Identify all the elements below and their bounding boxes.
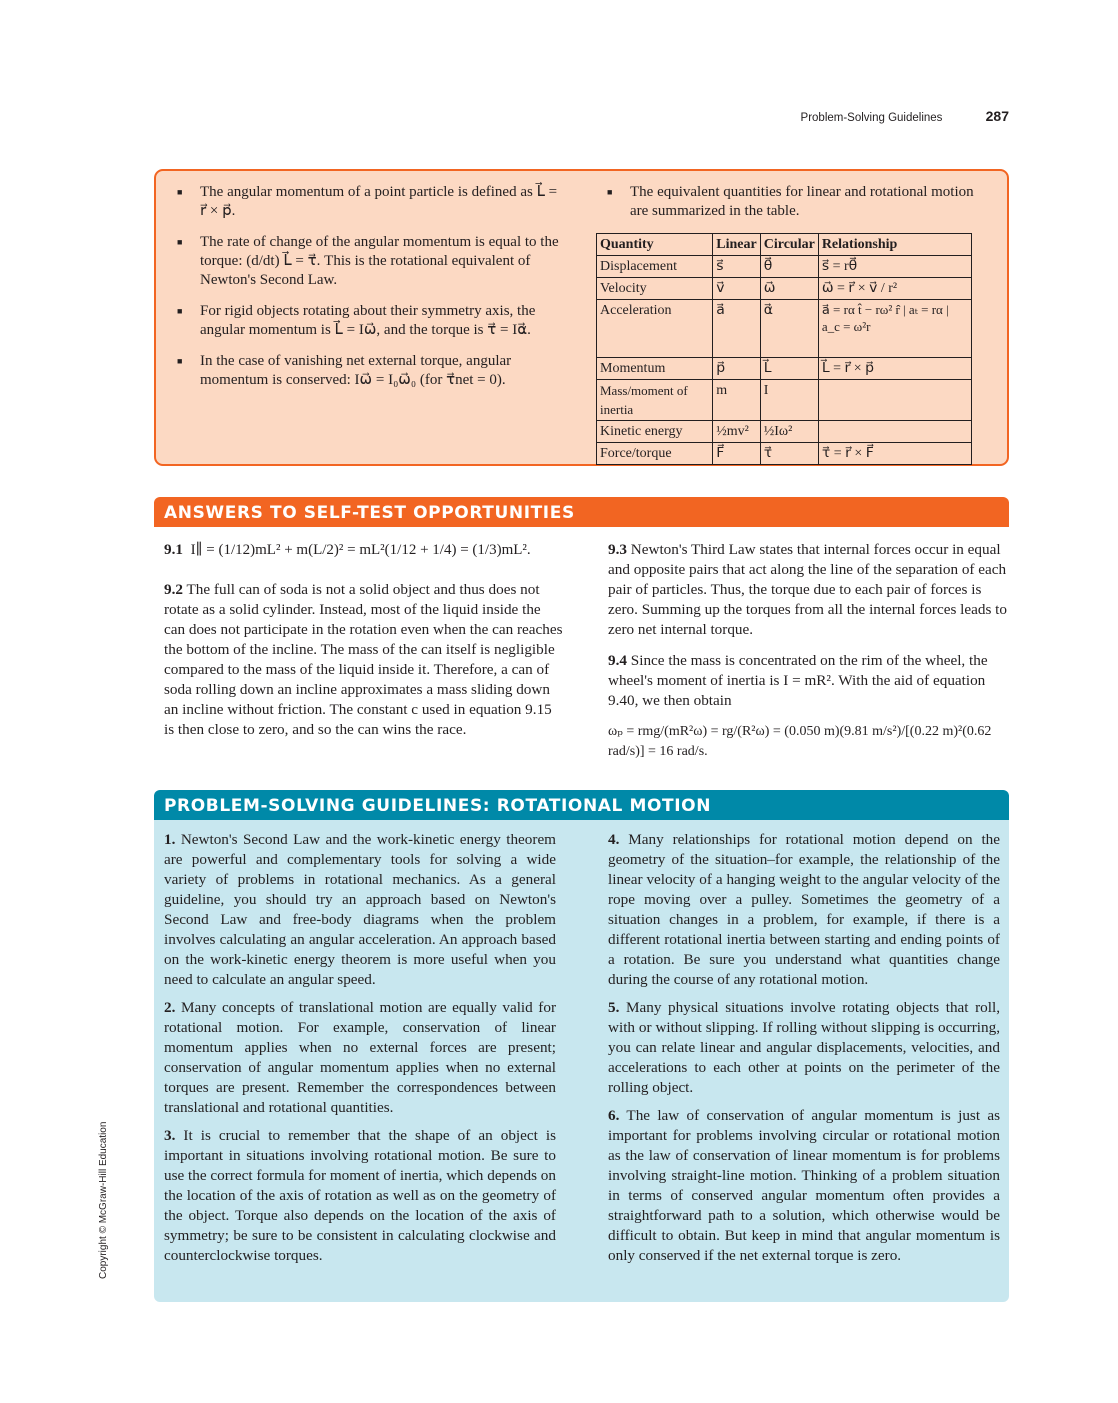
answer-number: 9.3 [608,541,627,558]
summary-right-column [600,183,991,465]
guideline-text: The law of conservation of angular momentum is just as important for problems involving circular or rotational motion as the law of conservation of linear momentum is for problems involving straight-line motion. Thinking of a problem situation in terms of conserved angular momentum often provides a straightforward path to a solution, which otherwise would be difficult to obtain. But keep in mind that angular momentum is only conserved if the net external torque is zero. [608,1107,1000,1264]
table-row [597,256,972,278]
table-cell [818,380,971,421]
table-cell: Mass/moment of inertia [597,380,713,421]
table-cell: Displacement [597,256,713,278]
table-cell: τ⃗ [760,443,818,465]
table-cell: L⃗ = r⃗ × p⃗ [818,358,971,380]
answer-9-2 [164,580,564,740]
table-cell: I [760,380,818,421]
answer-equation: I∥ = (1/12)mL² + m(L/2)² = mL²(1/12 + 1/4) = (1/3)mL². [190,542,531,558]
answers-section-title: ANSWERS TO SELF-TEST OPPORTUNITIES [154,497,1009,527]
guidelines-section-title: PROBLEM-SOLVING GUIDELINES: ROTATIONAL MOTION [154,790,1009,820]
chapter-summary-box [154,169,1009,466]
answers-left-column [164,540,564,751]
table-cell [818,421,971,443]
table-header-row [597,234,972,256]
page-number: 287 [985,108,1009,124]
table-cell: a⃗ = rα t̂ − rω² r̂ | aₜ = rα | a_c = ω²r [818,300,971,358]
answers-right-column [608,540,1008,773]
summary-bullet: ■ The equivalent quantities for linear and rotational motion are summarized in the table. [606,183,991,221]
guideline-number: 4. [608,831,620,848]
table-cell: s⃗ = rθ⃗ [818,256,971,278]
guidelines-box [154,820,1009,1302]
table-cell: L⃗ [760,358,818,380]
summary-left-column [176,183,566,402]
answer-equation: ωₚ = rmg/(mR²ω) = rg/(R²ω) = (0.050 m)(9.81 m/s²)/[(0.22 m)²(0.62 rad/s)] = 16 rad/s. [608,724,992,759]
guideline-text: Many concepts of translational motion are equally valid for rotational motion. For example, conservation of linear momentum applies when no external forces are present; conservation of angular momentum applies when no external torques are present. Remember the correspondences between translational and rotational quantities. [164,999,557,1116]
guideline-number: 1. [164,831,176,848]
table-cell: v⃗ [713,278,760,300]
summary-bullet: ■ The rate of change of the angular momentum is equal to the torque: (d/dt) L⃗ = τ⃗. This is the rotational equivalent of Newton's Second Law. [176,233,566,290]
guideline-item [608,1106,1000,1266]
table-row [597,421,972,443]
linear-rotational-table [596,233,972,465]
table-cell: ω⃗ [760,278,818,300]
table-cell: Velocity [597,278,713,300]
table-header-cell: Quantity [597,234,713,256]
running-header [801,108,1009,124]
guideline-number: 3. [164,1127,176,1144]
table-cell: m [713,380,760,421]
guideline-item [164,830,556,990]
answer-text: Newton's Third Law states that internal forces occur in equal and opposite pairs that act along the line of the separation of each pair of particles. Thus, the torque due to each pair of forces is zero. Summing up the torques from all the internal forces leads to zero net internal torque. [608,541,1007,638]
table-row [597,380,972,421]
running-title: Problem-Solving Guidelines [800,112,943,124]
table-row [597,278,972,300]
table-cell: Momentum [597,358,713,380]
table-cell: θ⃗ [760,256,818,278]
guideline-item [608,998,1000,1098]
answer-number: 9.1 [164,541,183,558]
guideline-number: 5. [608,999,620,1016]
summary-bullet: ■ In the case of vanishing net external torque, angular momentum is conserved: Iω⃗ = I₀ω⃗₀ (for τ⃗net = 0). [176,352,566,390]
table-cell: a⃗ [713,300,760,358]
guidelines-left-column [164,830,556,1274]
table-header-cell: Linear [713,234,760,256]
copyright-notice: Copyright © McGraw-Hill Education [98,1121,109,1279]
answer-9-3 [608,540,1008,640]
table-cell: F⃗ [713,443,760,465]
table-cell: Kinetic energy [597,421,713,443]
table-cell: τ⃗ = r⃗ × F⃗ [818,443,971,465]
guideline-item [608,830,1000,990]
table-cell: p⃗ [713,358,760,380]
guideline-text: Many relationships for rotational motion depend on the geometry of the situation–for example, the relationship of the linear velocity of a hanging weight to the angular velocity of the rope moving over a pulley. Sometimes the geometry of a situation changes in a problem, for example, if there is a different rotational inertia between starting and ending points of a rotation. Be sure you understand what quantities change during the course of any rotational motion. [608,831,1001,988]
table-cell: α⃗ [760,300,818,358]
answer-text: Since the mass is concentrated on the rim of the wheel, the wheel's moment of inertia is I = mR². With the aid of equation 9.40, we then obtain [608,652,988,709]
table-cell: s⃗ [713,256,760,278]
table-cell: Acceleration [597,300,713,358]
guideline-number: 6. [608,1107,620,1124]
answer-text: The full can of soda is not a solid object and thus does not rotate as a solid cylinder. Instead, most of the liquid inside the can does not participate in the rotation even when the can reaches the bottom of the incline. The mass of the can itself is negligible compared to the mass of the liquid inside it. Therefore, a can of soda rolling down an incline approximates a mass sliding down an incline without friction. The constant c used in equation 9.15 is then close to zero, and so the can wins the race. [164,581,563,738]
guidelines-right-column [608,830,1000,1274]
table-cell: Force/torque [597,443,713,465]
answer-number: 9.4 [608,652,627,669]
table-row [597,300,972,358]
guideline-text: Newton's Second Law and the work-kinetic energy theorem are powerful and complementary tools for solving a wide variety of problems in rotational mechanics. As a general guideline, you should try an approach based on Newton's Second Law and free-body diagrams when the problem involves calculating an angular acceleration. An approach based on the work-kinetic energy theorem is more useful when you need to calculate an angular speed. [164,831,556,988]
guideline-item [164,1126,556,1266]
summary-bullet: ■ The angular momentum of a point particle is defined as L⃗ = r⃗ × p⃗. [176,183,566,221]
table-header-cell: Circular [760,234,818,256]
answer-number: 9.2 [164,581,183,598]
table-cell: ½Iω² [760,421,818,443]
table-row [597,443,972,465]
answer-9-4 [608,651,1008,711]
answer-9-1 [164,540,564,560]
table-row [597,358,972,380]
guideline-number: 2. [164,999,176,1016]
summary-bullet: ■ For rigid objects rotating about their symmetry axis, the angular momentum is L⃗ = Iω⃗, and the torque is τ⃗ = Iα⃗. [176,302,566,340]
guideline-text: Many physical situations involve rotating objects that roll, with or without slipping. If rolling without slipping is occurring, you can relate linear and angular displacements, velocities, and accelerations to each other at points on the perimeter of the rolling object. [608,999,1000,1096]
table-header-cell: Relationship [818,234,971,256]
table-cell: ½mv² [713,421,760,443]
table-cell: ω⃗ = r⃗ × v⃗ / r² [818,278,971,300]
guideline-text: It is crucial to remember that the shape of an object is important in situations involving rotational motion. Be sure to use the correct formula for moment of inertia, which depends on the location of the axis of rotation as well as on the geometry of the object. Torque also depends on the location of the axis of symmetry; be sure to be consistent in calculating clockwise and counterclockwise torques. [164,1127,556,1264]
guideline-item [164,998,556,1118]
